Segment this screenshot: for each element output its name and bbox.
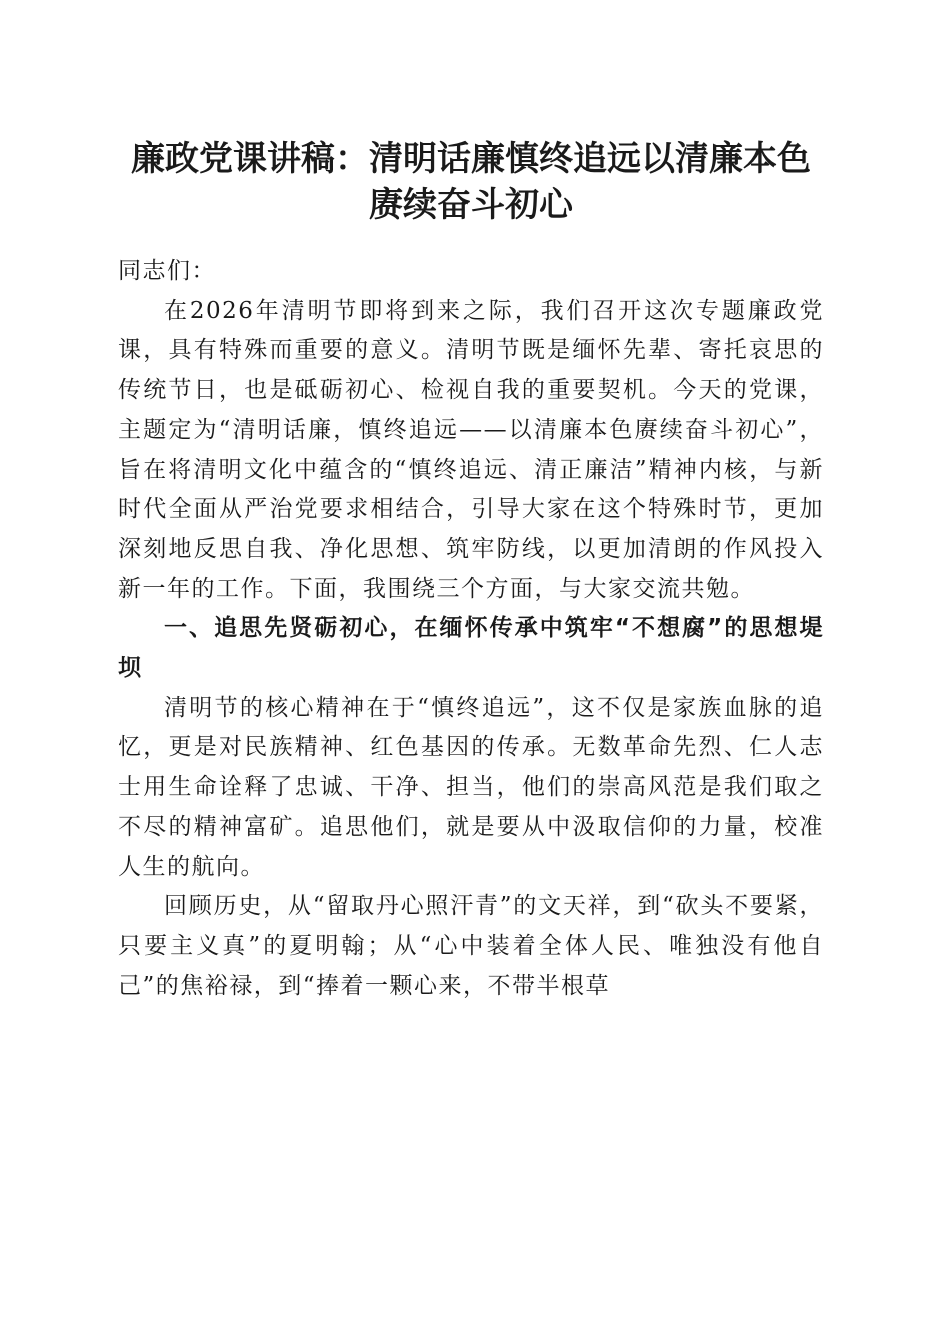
section-1-paragraph-1: 清明节的核心精神在于“慎终追远”，这不仅是家族血脉的追忆，更是对民族精神、红色基因的传承。无数革命先烈、仁人志士用生命诠释了忠诚、干净、担当，他们的崇高风范是我们取之不尽的精神富矿。追思他们，就是要从中汲取信仰的力量，校准人生的航向。 [118, 694, 824, 880]
title-line-1: 廉政党课讲稿：清明话廉慎终追远以清廉本色 [131, 139, 811, 179]
section-1-paragraph-2: 回顾历史，从“留取丹心照汗青”的文天祥，到“砍头不要紧，只要主义真”的夏明翰；从“心中装着全体人民、唯独没有他自己”的焦裕禄，到“捧着一颗心来，不带半根草 [118, 893, 824, 999]
document-page [118, 0, 824, 1344]
section-1-heading: 一、追思先贤砺初心，在缅怀传承中筑牢“不想腐”的思想堤坝 [118, 615, 824, 682]
document-title [108, 136, 834, 228]
intro-paragraph: 在2026年清明节即将到来之际，我们召开这次专题廉政党课，具有特殊而重要的意义。清明节既是缅怀先辈、寄托哀思的传统节日，也是砥砺初心、检视自我的重要契机。今天的党课，主题定为“清明话廉，慎终追远——以清廉本色赓续奋斗初心”，旨在将清明文化中蕴含的“慎终追远、清正廉洁”精神内核，与新时代全面从严治党要求相结合，引导大家在这个特殊时节，更加深刻地反思自我、净化思想、筑牢防线，以更加清朗的作风投入新一年的工作。下面，我围绕三个方面，与大家交流共勉。 [118, 297, 824, 602]
document-body [118, 252, 824, 1006]
title-line-2: 赓续奋斗初心 [369, 185, 573, 225]
salutation: 同志们： [118, 258, 216, 284]
